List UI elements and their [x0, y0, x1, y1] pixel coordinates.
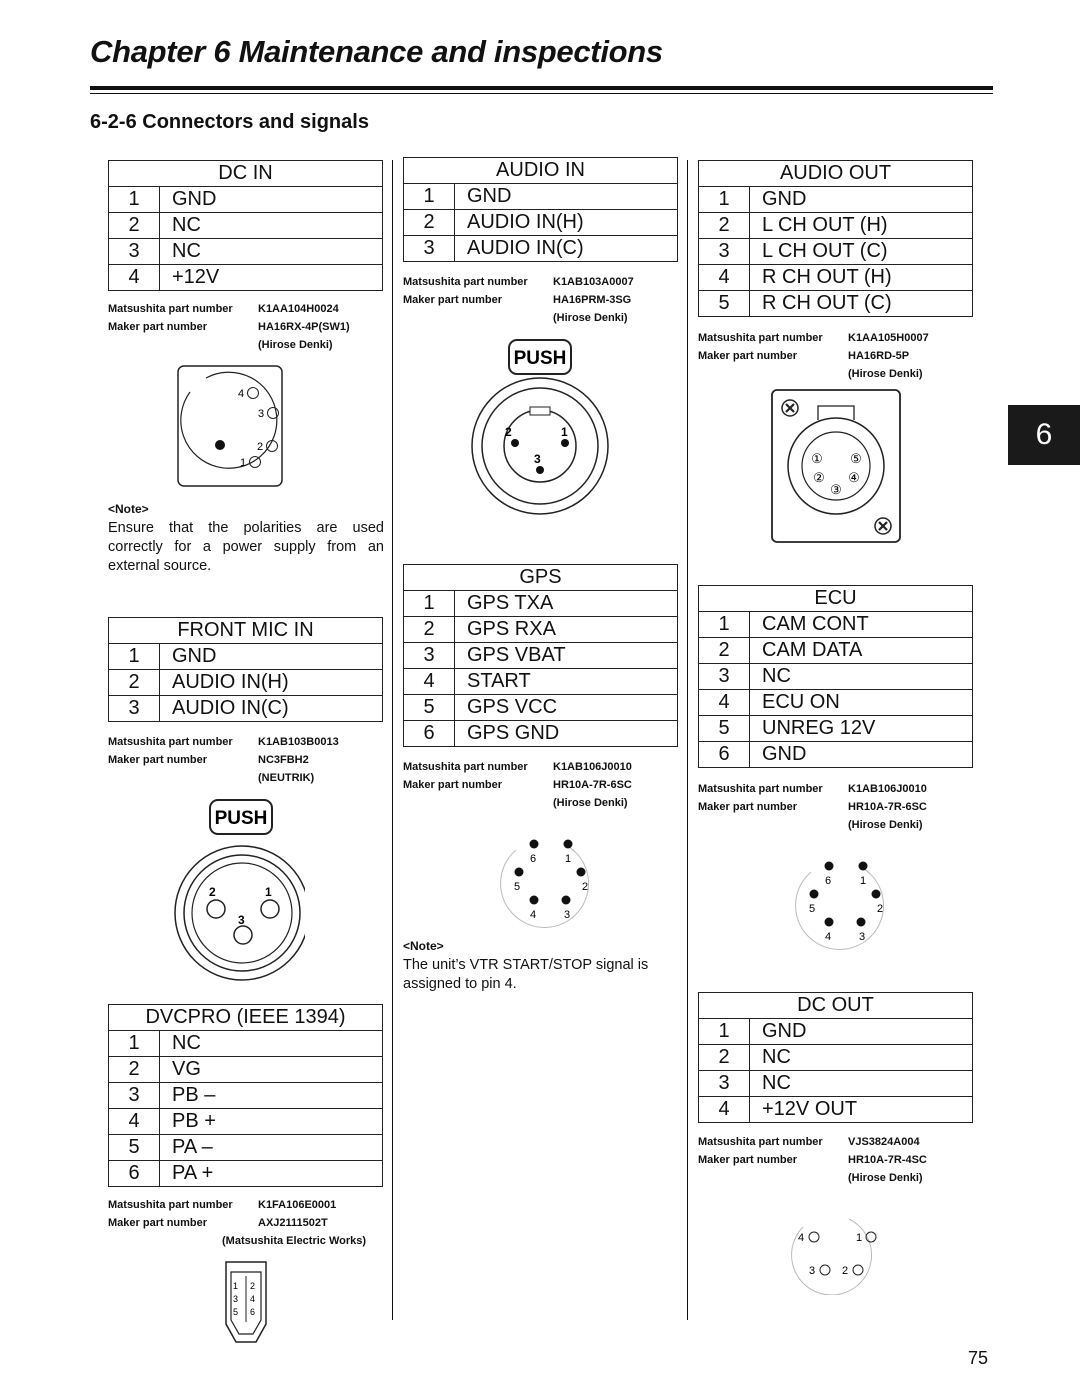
section-heading: 6-2-6 Connectors and signals — [90, 111, 369, 133]
gps-note — [403, 937, 683, 994]
maker-name: (Matsushita Electric Works) — [222, 1235, 367, 1247]
dc-in-pin-table — [108, 160, 383, 291]
pin-number: 4 — [109, 1109, 160, 1135]
pin-signal: GND — [750, 1019, 973, 1045]
maker-name: (Hirose Denki) — [848, 819, 923, 831]
maker-number-label: Maker part number — [698, 801, 798, 813]
pin-signal: +12V — [160, 265, 383, 291]
gps-part-info — [403, 758, 683, 812]
pin-row — [699, 239, 973, 265]
pin-row — [109, 1161, 383, 1187]
pin-signal: START — [455, 669, 678, 695]
pin-number: 2 — [699, 1045, 750, 1071]
dc-in-connector-diagram — [176, 364, 286, 492]
pin-label: 6 — [250, 1307, 256, 1317]
pin-row — [699, 638, 973, 664]
pin-number: 3 — [404, 236, 455, 262]
pin-signal: GND — [160, 644, 383, 670]
ecu-connector-diagram — [789, 852, 899, 952]
pin — [859, 862, 868, 871]
part-number-value: K1AB106J0010 — [848, 783, 927, 795]
pin-number: 3 — [109, 239, 160, 265]
pin-row — [404, 236, 678, 262]
pin — [810, 890, 819, 899]
pin-socket — [250, 457, 261, 468]
pin-row — [699, 716, 973, 742]
note-text: Ensure that the polarities are used correctly for a power supply from an external source. — [108, 520, 384, 574]
maker-number-label: Maker part number — [108, 321, 208, 333]
pin — [562, 896, 571, 905]
pin-row — [404, 184, 678, 210]
pin-label: 1 — [565, 853, 572, 865]
maker-number-value: HA16PRM-3SG — [553, 294, 632, 306]
pin — [530, 896, 539, 905]
pin-signal: GPS RXA — [455, 617, 678, 643]
table-title: GPS — [404, 565, 678, 591]
pin-signal: GPS VBAT — [455, 643, 678, 669]
maker-name: (Hirose Denki) — [258, 339, 333, 351]
part-number-label: Matsushita part number — [698, 332, 823, 344]
connector-middle-ring — [482, 388, 598, 504]
pin-label: ⑤ — [850, 451, 862, 466]
connector-frame — [772, 390, 900, 542]
pin-signal: GND — [160, 187, 383, 213]
pin-row — [699, 187, 973, 213]
pin-row — [109, 1109, 383, 1135]
part-number-label: Matsushita part number — [403, 276, 528, 288]
pin-label: 3 — [809, 1265, 816, 1277]
title-rule-thin — [90, 93, 993, 94]
pin-number: 4 — [699, 690, 750, 716]
key-notch — [530, 407, 550, 415]
pin-signal: AUDIO IN(H) — [160, 670, 383, 696]
pin-row — [699, 1071, 973, 1097]
pin-label: 1 — [856, 1232, 863, 1244]
pin-socket — [809, 1232, 819, 1242]
maker-number-value: NC3FBH2 — [258, 754, 309, 766]
pin-row — [109, 213, 383, 239]
pin-socket — [261, 900, 279, 918]
pin-signal: AUDIO IN(H) — [455, 210, 678, 236]
pin-signal: NC — [750, 1071, 973, 1097]
maker-number-value: HR10A-7R-6SC — [553, 779, 632, 791]
maker-number-label: Maker part number — [403, 294, 503, 306]
pin-signal: GPS VCC — [455, 695, 678, 721]
pin-number: 2 — [109, 213, 160, 239]
pin-number: 5 — [109, 1135, 160, 1161]
part-number-label: Matsushita part number — [698, 783, 823, 795]
maker-number-label: Maker part number — [108, 1217, 208, 1229]
table-title: DVCPRO (IEEE 1394) — [109, 1005, 383, 1031]
pin-row — [699, 664, 973, 690]
pin-row — [699, 291, 973, 317]
pin-number: 3 — [699, 1071, 750, 1097]
column-divider-left — [392, 160, 393, 1320]
pin-number: 5 — [404, 695, 455, 721]
pin-label: 2 — [250, 1281, 256, 1291]
pin-signal: GND — [750, 742, 973, 768]
ecu-pin-table — [698, 585, 973, 768]
pin-label: 3 — [258, 408, 265, 420]
pin-number: 5 — [699, 716, 750, 742]
pin-number: 1 — [404, 184, 455, 210]
pin-label: 1 — [240, 457, 247, 469]
pin-signal: GPS GND — [455, 721, 678, 747]
title-rule-thick — [90, 86, 993, 90]
maker-number-label: Maker part number — [108, 754, 208, 766]
dc-out-connector-diagram — [785, 1205, 895, 1295]
audio-out-pin-table — [698, 160, 973, 317]
chapter-title: Chapter 6 Maintenance and inspections — [90, 34, 663, 69]
pin-signal: R CH OUT (C) — [750, 291, 973, 317]
pin-socket — [820, 1265, 830, 1275]
pin-row — [404, 721, 678, 747]
pin-signal: AUDIO IN(C) — [160, 696, 383, 722]
pin-number: 1 — [699, 1019, 750, 1045]
pin-number: 4 — [699, 1097, 750, 1123]
pin-number: 3 — [699, 664, 750, 690]
pin-row — [109, 265, 383, 291]
pin-signal: NC — [160, 213, 383, 239]
pin-number: 2 — [699, 638, 750, 664]
front-mic-in-connector-diagram — [165, 796, 305, 986]
note-heading: <Note> — [403, 939, 444, 953]
part-number-value: VJS3824A004 — [848, 1136, 920, 1148]
pin-label: 3 — [534, 452, 541, 466]
pin-signal: NC — [750, 1045, 973, 1071]
pin-label: 1 — [265, 885, 272, 899]
dvcpro-pin-table — [108, 1004, 383, 1187]
pin-row — [109, 1135, 383, 1161]
part-number-value: K1AB103A0007 — [553, 276, 634, 288]
pin-number: 1 — [699, 612, 750, 638]
pin-row — [699, 1019, 973, 1045]
maker-number-value: HR10A-7R-6SC — [848, 801, 927, 813]
pin-label: 3 — [233, 1294, 239, 1304]
pin-label: 2 — [505, 425, 512, 439]
pin-row — [109, 1031, 383, 1057]
part-number-value: K1AA105H0007 — [848, 332, 929, 344]
pin-signal: AUDIO IN(C) — [455, 236, 678, 262]
pin-number: 1 — [699, 187, 750, 213]
maker-number-value: AXJ2111502T — [258, 1217, 328, 1229]
pin-signal: UNREG 12V — [750, 716, 973, 742]
pin-signal: VG — [160, 1057, 383, 1083]
pin-row — [109, 644, 383, 670]
pin-row — [404, 643, 678, 669]
pin-row — [109, 1057, 383, 1083]
pin-label: 1 — [561, 425, 568, 439]
push-label: PUSH — [214, 808, 268, 829]
pin — [536, 466, 544, 474]
pin — [530, 840, 539, 849]
pin-number: 2 — [109, 1057, 160, 1083]
pin-number: 4 — [404, 669, 455, 695]
table-title: FRONT MIC IN — [109, 618, 383, 644]
pin-signal: PA + — [160, 1161, 383, 1187]
part-number-label: Matsushita part number — [108, 736, 233, 748]
pin-number: 2 — [109, 670, 160, 696]
table-title: AUDIO IN — [404, 158, 678, 184]
pin-number: 3 — [109, 1083, 160, 1109]
pin-number: 3 — [109, 696, 160, 722]
maker-number-value: HR10A-7R-4SC — [848, 1154, 927, 1166]
pin — [825, 918, 834, 927]
pin-signal: R CH OUT (H) — [750, 265, 973, 291]
pin-label: 2 — [582, 881, 589, 893]
pin-label: 4 — [238, 388, 245, 400]
maker-name: (Hirose Denki) — [848, 1172, 923, 1184]
pin-label: 2 — [842, 1265, 849, 1277]
pin-signal: GND — [455, 184, 678, 210]
audio-out-part-info — [698, 329, 978, 383]
pin — [872, 890, 881, 899]
pin-label: 3 — [238, 913, 245, 927]
polarity-key-dot — [215, 440, 225, 450]
pin-row — [699, 612, 973, 638]
pin-number: 2 — [404, 617, 455, 643]
pin-label: 3 — [564, 909, 571, 921]
pin-number: 2 — [404, 210, 455, 236]
table-title: AUDIO OUT — [699, 161, 973, 187]
pin-signal: +12V OUT — [750, 1097, 973, 1123]
dc-out-pin-table — [698, 992, 973, 1123]
front-mic-in-part-info — [108, 733, 388, 787]
pin-number: 6 — [699, 742, 750, 768]
pin-row — [699, 1045, 973, 1071]
pin-label: 5 — [809, 903, 816, 915]
pin-label: 2 — [877, 903, 884, 915]
screw-slot — [879, 522, 887, 530]
pin-socket — [207, 900, 225, 918]
ecu-part-info — [698, 780, 978, 834]
pin-signal: L CH OUT (C) — [750, 239, 973, 265]
pin-number: 2 — [699, 213, 750, 239]
pin-row — [109, 670, 383, 696]
pin-row — [109, 696, 383, 722]
pin-row — [404, 695, 678, 721]
audio-in-pin-table — [403, 157, 678, 262]
pin-label: 4 — [825, 931, 832, 943]
table-title: DC OUT — [699, 993, 973, 1019]
pin-label: 5 — [233, 1307, 239, 1317]
pin-signal: ECU ON — [750, 690, 973, 716]
pin-label: 3 — [859, 931, 866, 943]
part-number-label: Matsushita part number — [403, 761, 528, 773]
maker-name: (Hirose Denki) — [848, 368, 923, 380]
pin-label: ③ — [830, 482, 842, 497]
pin-number: 3 — [404, 643, 455, 669]
pin-signal: CAM CONT — [750, 612, 973, 638]
pin-socket — [248, 388, 259, 399]
pin — [564, 840, 573, 849]
maker-number-label: Maker part number — [698, 350, 798, 362]
pin — [561, 439, 569, 447]
pin-signal: NC — [160, 239, 383, 265]
pin — [577, 868, 586, 877]
part-number-label: Matsushita part number — [698, 1136, 823, 1148]
pin-label: 4 — [798, 1232, 805, 1244]
part-number-value: K1AB106J0010 — [553, 761, 632, 773]
pin-row — [404, 591, 678, 617]
audio-in-part-info — [403, 273, 683, 327]
note-heading: <Note> — [108, 502, 149, 516]
pin-row — [404, 669, 678, 695]
maker-number-label: Maker part number — [698, 1154, 798, 1166]
pin — [515, 868, 524, 877]
pin-signal: NC — [160, 1031, 383, 1057]
dvcpro-connector-diagram — [222, 1260, 270, 1346]
table-title: DC IN — [109, 161, 383, 187]
pin-signal: CAM DATA — [750, 638, 973, 664]
pin-label: 1 — [860, 875, 867, 887]
dc-out-part-info — [698, 1133, 978, 1187]
pin-signal: GPS TXA — [455, 591, 678, 617]
part-number-value: K1FA106E0001 — [258, 1199, 337, 1211]
chapter-tab: 6 — [1008, 405, 1080, 465]
connector-outline — [792, 1219, 872, 1295]
pin-signal: PA – — [160, 1135, 383, 1161]
pin-number: 1 — [109, 644, 160, 670]
gps-pin-table — [403, 564, 678, 747]
pin — [825, 862, 834, 871]
maker-number-value: HA16RD-5P — [848, 350, 910, 362]
pin-socket — [853, 1265, 863, 1275]
pin-label: 6 — [825, 875, 832, 887]
pin-label: 1 — [233, 1281, 239, 1291]
gps-connector-diagram — [494, 830, 604, 930]
part-number-label: Matsushita part number — [108, 303, 233, 315]
pin-label: 2 — [209, 885, 216, 899]
page-number: 75 — [968, 1348, 989, 1368]
table-title: ECU — [699, 586, 973, 612]
part-number-value: K1AA104H0024 — [258, 303, 339, 315]
pin-label: 6 — [530, 853, 537, 865]
pin-number: 6 — [404, 721, 455, 747]
pin-number: 3 — [699, 239, 750, 265]
pin — [857, 918, 866, 927]
pin-row — [404, 210, 678, 236]
note-text: The unit’s VTR START/STOP signal is assigned to pin 4. — [403, 957, 649, 992]
pin-row — [699, 742, 973, 768]
dvcpro-part-info — [108, 1196, 392, 1250]
pin-signal: PB – — [160, 1083, 383, 1109]
pin-number: 4 — [109, 265, 160, 291]
pin-number: 4 — [699, 265, 750, 291]
pin-label: ④ — [848, 470, 860, 485]
part-number-value: K1AB103B0013 — [258, 736, 339, 748]
connector-shell — [181, 372, 277, 468]
pin-row — [109, 239, 383, 265]
pin-row — [109, 1083, 383, 1109]
maker-name: (NEUTRIK) — [258, 772, 315, 784]
maker-number-label: Maker part number — [403, 779, 503, 791]
column-divider-right — [687, 160, 688, 1320]
pin-number: 1 — [404, 591, 455, 617]
pin-label: 4 — [250, 1294, 256, 1304]
pin-number: 6 — [109, 1161, 160, 1187]
push-label: PUSH — [513, 348, 567, 369]
connector-outer-ring — [472, 378, 608, 514]
maker-name: (Hirose Denki) — [553, 312, 628, 324]
dc-in-note — [108, 500, 384, 576]
pin-number: 1 — [109, 1031, 160, 1057]
pin-signal: L CH OUT (H) — [750, 213, 973, 239]
pin-label: ② — [813, 470, 825, 485]
part-number-label: Matsushita part number — [108, 1199, 233, 1211]
pin-label: 4 — [530, 909, 537, 921]
pin-row — [699, 265, 973, 291]
pin-row — [699, 1097, 973, 1123]
pin — [511, 439, 519, 447]
maker-name: (Hirose Denki) — [553, 797, 628, 809]
pin-row — [699, 213, 973, 239]
pin-number: 1 — [109, 187, 160, 213]
front-mic-in-pin-table — [108, 617, 383, 722]
pin-number: 5 — [699, 291, 750, 317]
pin-row — [404, 617, 678, 643]
pin-socket — [234, 926, 252, 944]
pin-signal: NC — [750, 664, 973, 690]
pin-label: 2 — [257, 441, 264, 453]
maker-number-value: HA16RX-4P(SW1) — [258, 321, 350, 333]
audio-in-connector-diagram — [461, 336, 621, 526]
pin-row — [109, 187, 383, 213]
pin-signal: GND — [750, 187, 973, 213]
pin-label: 5 — [514, 881, 521, 893]
pin-row — [699, 690, 973, 716]
audio-out-connector-diagram — [770, 388, 905, 546]
dc-in-part-info — [108, 300, 388, 354]
pin-signal: PB + — [160, 1109, 383, 1135]
pin-label: ① — [811, 451, 823, 466]
screw-slot — [786, 404, 794, 412]
